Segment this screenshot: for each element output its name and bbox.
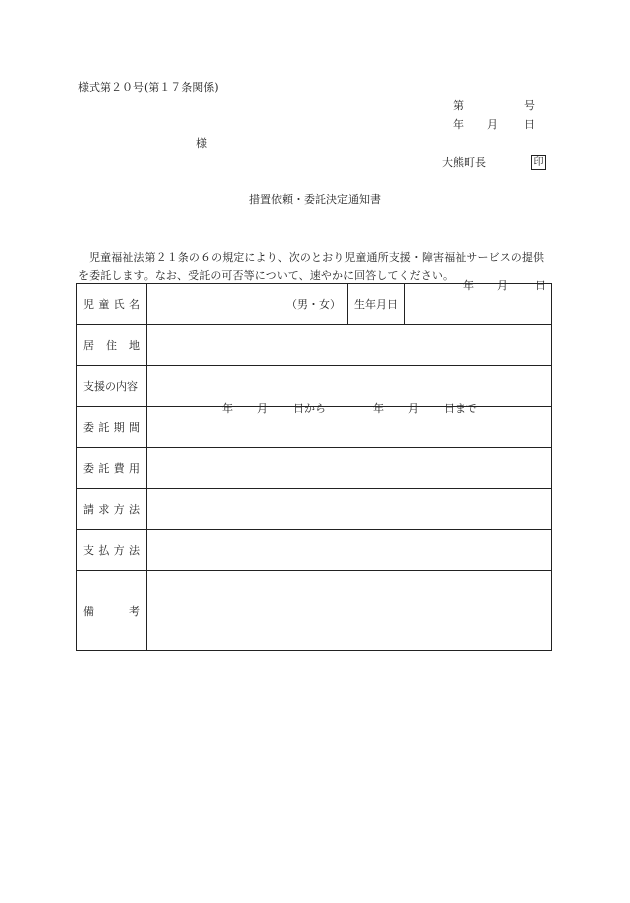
issuer-name: 大熊町長 [442, 156, 486, 169]
row-billing-method [77, 489, 552, 530]
address-field[interactable] [147, 325, 552, 366]
row-cost [77, 448, 552, 489]
row-payment-method [77, 530, 552, 571]
billing-method-field[interactable] [147, 489, 552, 530]
payment-method-field[interactable] [147, 530, 552, 571]
seal-stamp: 印 [531, 155, 546, 170]
child-name-label: 児 童 氏 名 [77, 284, 147, 325]
support-content-label: 支援の内容 [77, 366, 147, 407]
remarks-field[interactable] [147, 571, 552, 651]
remarks-label: 備 考 [77, 571, 147, 651]
payment-method-label: 支 払 方 法 [77, 530, 147, 571]
birth-year: 年 [463, 279, 474, 292]
gender-text: （男・女） [286, 298, 341, 311]
period-from-year: 年 [222, 402, 233, 415]
period-field[interactable] [147, 402, 552, 448]
birth-date-label: 生年月日 [348, 284, 405, 325]
row-remarks [77, 571, 552, 651]
period-from-month: 月 [257, 402, 268, 415]
row-period [77, 407, 552, 448]
cost-field[interactable] [147, 448, 552, 489]
period-label: 委 託 期 間 [77, 407, 147, 448]
addressee-sama: 様 [196, 137, 207, 150]
cost-label: 委 託 費 用 [77, 448, 147, 489]
document-title: 措置依頼・委託決定通知書 [249, 193, 381, 206]
doc-number-go: 号 [524, 99, 535, 112]
billing-method-label: 請 求 方 法 [77, 489, 147, 530]
doc-number-dai: 第 [453, 99, 464, 112]
child-name-field[interactable] [147, 284, 348, 325]
consignment-form-table [76, 279, 552, 651]
birth-date-field[interactable] [405, 279, 552, 325]
period-to-day: 日まで [444, 402, 477, 415]
period-from-day: 日から [293, 402, 326, 415]
birth-day: 日 [535, 279, 546, 292]
row-child-name [77, 284, 552, 325]
period-to-month: 月 [408, 402, 419, 415]
address-label: 居 住 地 [77, 325, 147, 366]
birth-month: 月 [497, 279, 508, 292]
body-paragraph: 児童福祉法第２１条の６の規定により、次のとおり児童通所支援・障害福祉サービスの提供を委託します。なお、受託の可否等について、速やかに回答してください。 [78, 251, 545, 282]
support-content-field[interactable] [147, 366, 552, 407]
form-number: 様式第２０号(第１７条関係) [78, 81, 219, 94]
period-to-year: 年 [373, 402, 384, 415]
issue-date-month: 月 [487, 118, 498, 131]
issue-date-year: 年 [453, 118, 464, 131]
issue-date-day: 日 [524, 118, 535, 131]
row-address [77, 325, 552, 366]
